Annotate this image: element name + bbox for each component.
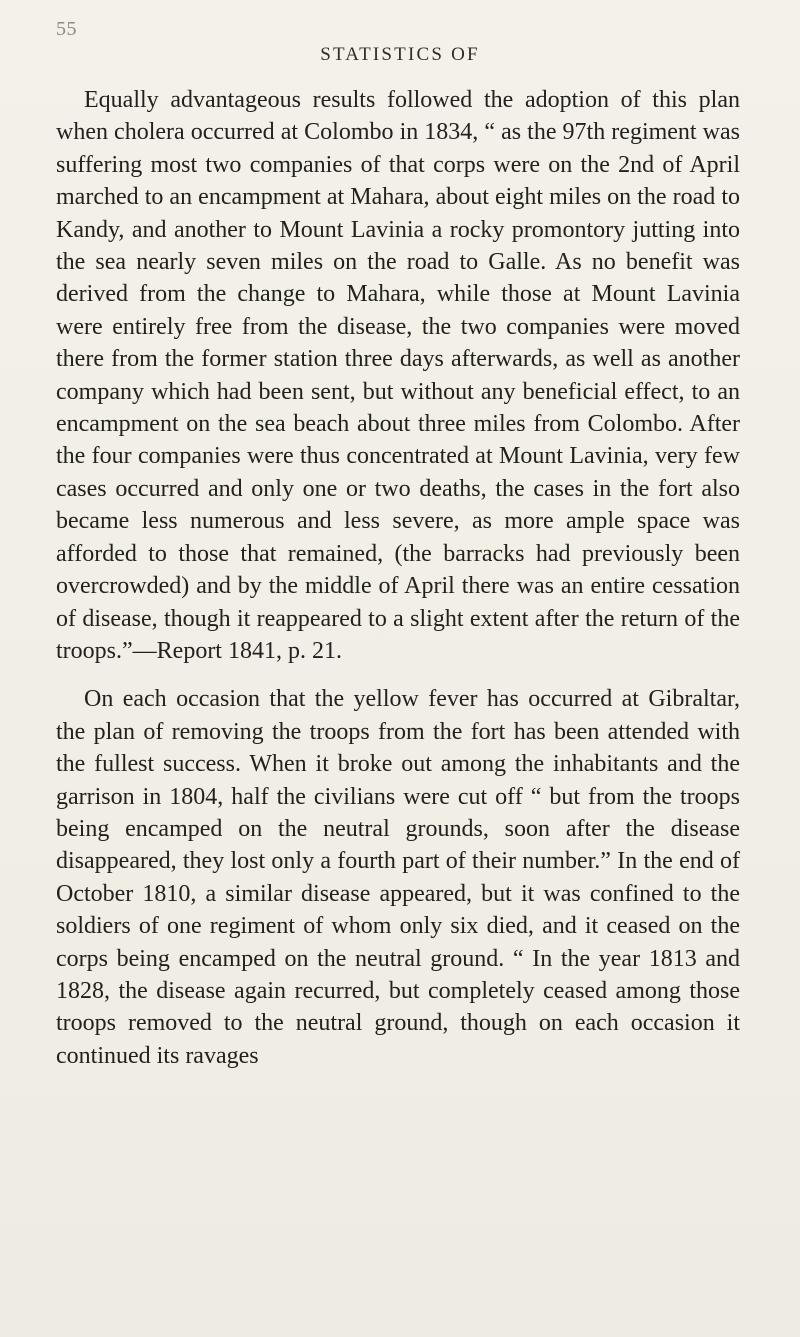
body-text xyxy=(56,84,740,1072)
paragraph-cholera-colombo: Equally advantageous results followed the adoption of this plan when cholera occurred at Colombo in 1834, “ as the 97th regiment was suffering most two companies of that corps were on the 2nd of April marched to an encampment at Mahara, about eight miles on the road to Kandy, and another to Mount Lavinia a rocky promontory jutting into the sea nearly seven miles on the road to Galle. As no benefit was derived from the change to Mahara, while those at Mount Lavinia were entirely free from the disease, the two companies were moved there from the former station three days afterwards, as well as another company which had been sent, but without any beneficial effect, to an encampment on the sea beach about three miles from Colombo. After the four companies were thus concentrated at Mount Lavinia, very few cases occurred and only one or two deaths, the cases in the fort also became less numerous and less severe, as more ample space was afforded to those that remained, (the barracks had previously been overcrowded) and by the middle of April there was an entire cessation of disease, though it reappeared to a slight extent after the return of the troops.”—Report 1841, p. 21. xyxy=(56,87,740,664)
page-number: 55 xyxy=(56,18,77,40)
running-head: STATISTICS OF xyxy=(320,44,480,65)
paragraph-yellow-fever-gibraltar: On each occasion that the yellow fever has occurred at Gibraltar, the plan of removing the troops from the fort has been attended with the fullest success. When it broke out among the inhabitants and the garrison in 1804, half the civilians were cut off “ but from the troops being encamped on the neutral grounds, soon after the disease disappeared, they lost only a fourth part of their number.” In the end of October 1810, a similar disease appeared, but it was confined to the soldiers of one regiment of whom only six died, and it ceased on the corps being encamped on the neutral ground. “ In the year 1813 and 1828, the disease again recurred, but completely ceased among those troops removed to the neutral ground, though on each occasion it continued its ravages xyxy=(56,686,740,1069)
